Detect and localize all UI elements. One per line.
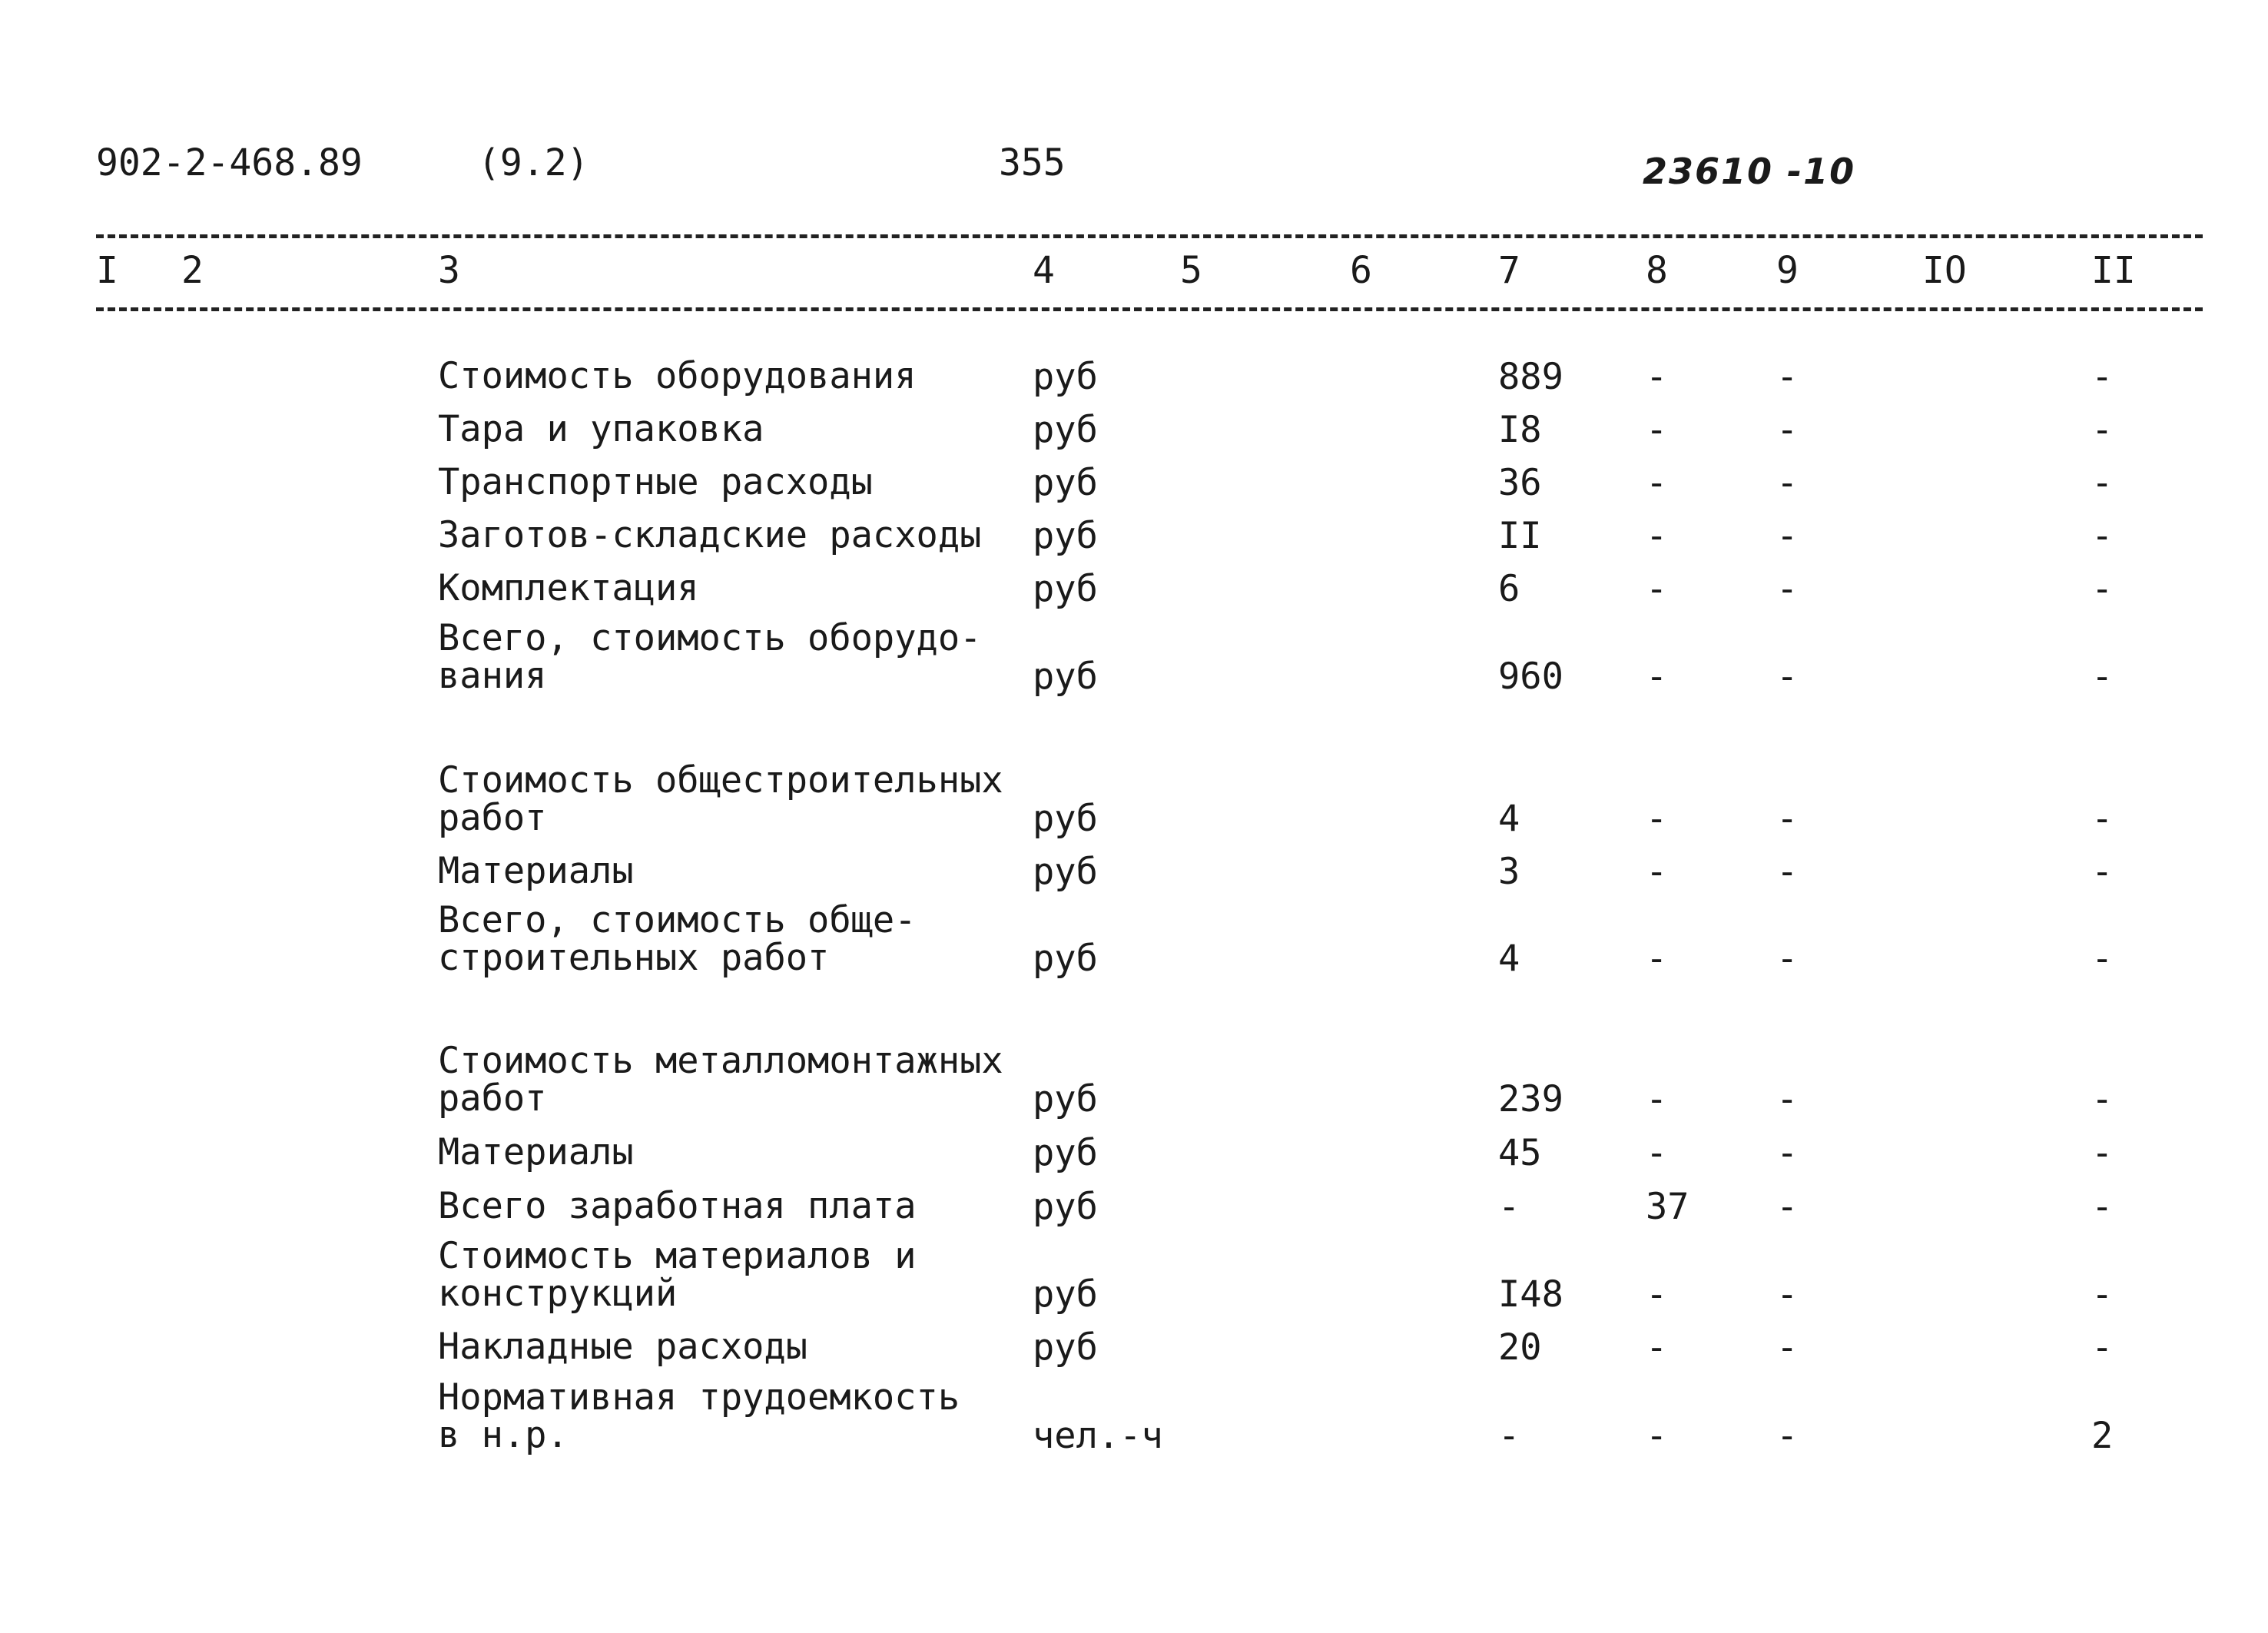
document-code: 902-2-468.89 [96,141,363,184]
col11-value: - [2091,356,2114,398]
row-label: Стоимость материалов и конструкций [438,1235,917,1315]
page-number: 355 [999,141,1066,184]
table-row [0,527,2268,612]
col9-value: - [1776,1186,1799,1228]
col8-value: - [1646,938,1668,980]
row-label: Транспортные расходы [438,461,873,503]
col7-value: 36 [1498,462,1542,504]
col7-value: 6 [1498,568,1520,610]
row-label: Всего заработная плата [438,1185,917,1227]
unit-cell: руб [1033,1326,1098,1369]
table-row [0,1286,2268,1370]
unit-cell: руб [1033,656,1098,698]
col-num-11: II [2091,249,2136,292]
row-label: Стоимость общестроительных работ [438,759,1003,839]
row-label: Нормативная трудоемкость в н.р. [438,1376,960,1456]
unit-cell: руб [1033,798,1098,840]
row-label: Материалы [438,1131,634,1173]
col9-value: - [1776,851,1799,893]
col7-value: 45 [1498,1132,1542,1174]
col9-value: - [1776,1078,1799,1120]
unit-cell: руб [1033,409,1098,451]
section-number: (9.2) [478,141,589,184]
col8-value: - [1646,1132,1668,1174]
table-row [0,1145,2268,1230]
col8-value: - [1646,656,1668,698]
col8-value: - [1646,1326,1668,1369]
col-num-8: 8 [1646,249,1668,292]
col8-value: - [1646,356,1668,398]
col9-value: - [1776,938,1799,980]
col9-value: - [1776,462,1799,504]
col-num-9: 9 [1776,249,1799,292]
col7-value: 4 [1498,798,1520,840]
col11-value: - [2091,568,2114,610]
col8-value: - [1646,1415,1668,1457]
col8-value: - [1646,568,1668,610]
row-label: Комплектация [438,567,699,609]
col7-value: I48 [1498,1273,1563,1316]
unit-cell: руб [1033,462,1098,504]
col-num-5: 5 [1180,249,1202,292]
col8-value: - [1646,409,1668,451]
col7-value: 239 [1498,1078,1563,1120]
col7-value: - [1498,1415,1520,1457]
header-rule-bottom [96,307,2203,311]
row-label: Накладные расходы [438,1326,808,1368]
col-num-1: I [96,249,118,292]
col11-value: - [2091,409,2114,451]
header-rule-top [96,234,2203,238]
col11-value: - [2091,656,2114,698]
table-row [0,615,2268,699]
col9-value: - [1776,515,1799,557]
col8-value: - [1646,851,1668,893]
col9-value: - [1776,1415,1799,1457]
col8-value: 37 [1646,1186,1689,1228]
col-num-3: 3 [438,249,460,292]
col-num-10: IO [1922,249,1967,292]
row-label: Материалы [438,850,634,892]
row-label: Всего, стоимость обще- строительных работ [438,899,917,979]
unit-cell: руб [1033,1078,1098,1120]
unit-cell: руб [1033,1132,1098,1174]
row-label: Тара и упаковка [438,408,764,450]
unit-cell: руб [1033,356,1098,398]
col-num-7: 7 [1498,249,1520,292]
table-row [0,1374,2268,1459]
col9-value: - [1776,1326,1799,1369]
col9-value: - [1776,656,1799,698]
col8-value: - [1646,1078,1668,1120]
row-label: Стоимость оборудования [438,355,917,397]
col7-value: I8 [1498,409,1542,451]
unit-cell: руб [1033,568,1098,610]
unit-cell: руб [1033,1186,1098,1228]
unit-cell: руб [1033,1273,1098,1316]
col11-value: - [2091,798,2114,840]
col7-value: - [1498,1186,1520,1228]
col7-value: 3 [1498,851,1520,893]
col11-value: - [2091,1186,2114,1228]
col9-value: - [1776,1132,1799,1174]
col11-value: - [2091,1273,2114,1316]
col9-value: - [1776,356,1799,398]
unit-cell: чел.-ч [1033,1415,1163,1457]
col8-value: - [1646,462,1668,504]
row-label: Стоимость металломонтажных работ [438,1040,1003,1120]
col11-value: - [2091,1132,2114,1174]
col11-value: - [2091,515,2114,557]
col7-value: 960 [1498,656,1563,698]
col9-value: - [1776,798,1799,840]
unit-cell: руб [1033,851,1098,893]
col8-value: - [1646,515,1668,557]
col11-value: 2 [2091,1415,2114,1457]
row-label: Всего, стоимость оборудо- вания [438,617,982,697]
col11-value: - [2091,1326,2114,1369]
col-num-2: 2 [181,249,204,292]
handwritten-code: 23610 -10 [1643,151,1856,192]
col9-value: - [1776,568,1799,610]
col-num-4: 4 [1033,249,1055,292]
col7-value: 889 [1498,356,1563,398]
col-num-6: 6 [1350,249,1372,292]
col11-value: - [2091,938,2114,980]
unit-cell: руб [1033,938,1098,980]
col11-value: - [2091,462,2114,504]
col8-value: - [1646,798,1668,840]
table-row [0,897,2268,981]
col8-value: - [1646,1273,1668,1316]
col7-value: II [1498,515,1542,557]
col7-value: 4 [1498,938,1520,980]
table-row [0,810,2268,894]
col11-value: - [2091,851,2114,893]
col7-value: 20 [1498,1326,1542,1369]
col9-value: - [1776,1273,1799,1316]
row-label: Заготов-складские расходы [438,514,982,556]
col11-value: - [2091,1078,2114,1120]
unit-cell: руб [1033,515,1098,557]
col9-value: - [1776,409,1799,451]
